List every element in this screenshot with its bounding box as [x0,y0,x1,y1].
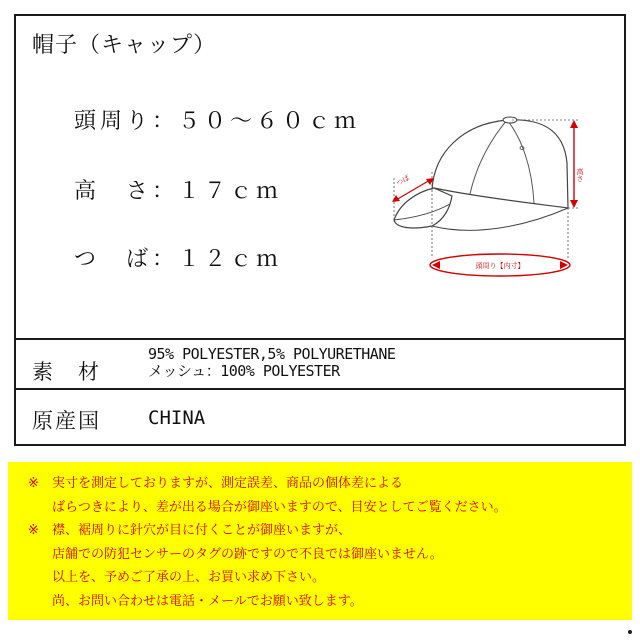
origin-label: 原産国 [32,409,101,433]
note-mark: ※ [28,523,39,538]
material-values [148,346,395,380]
circumference-label: 頭周り【内寸】 [475,262,525,270]
spec-table [14,14,626,446]
cap-button [503,117,517,123]
notice-line: 尚、お問い合わせは電話・メールでお願い致します。 [52,593,363,609]
material-line-2: メッシュ：100% POLYESTER [148,362,340,380]
corner-dot [628,630,632,634]
material-line-1: 95% POLYESTER,5% POLYURETHANE [148,345,396,363]
notice-line: ※ 実寸を測定しておりますが、測定誤差、商品の個体差による [28,472,632,496]
height-label: 高さ [576,168,584,182]
spec-height: 高 さ：１７ｃｍ [74,179,283,204]
origin-value: CHINA [148,407,206,429]
spec-head-circumference: 頭周り：５０～６０ｃｍ [74,109,361,134]
notice-line: 以上を、予めご了承の上、お買い求め下さい。 [52,570,326,585]
cap-brim [394,188,452,228]
notice-line: 店舗での防犯センサーのタグの跡ですので不良では御座いません。 [52,546,443,562]
notice-line: ※ 襟、裾周りに針穴が目に付くことが御座いますが、 [28,519,632,543]
cap-diagram [372,108,602,278]
divider [16,338,624,340]
note-mark: ※ [28,476,39,491]
brim-label: つば [395,173,412,188]
notice-line: ばらつきにより、差が出る場合が御座いますので、目安としてご覧ください。 [52,499,507,515]
spec-brim: つ ば：１２ｃｍ [74,247,283,272]
product-title: 帽子（キャップ） [32,33,217,58]
divider [16,388,624,390]
material-label: 素 材 [32,360,101,384]
notice-box [8,462,632,620]
cap-crown [432,120,568,208]
